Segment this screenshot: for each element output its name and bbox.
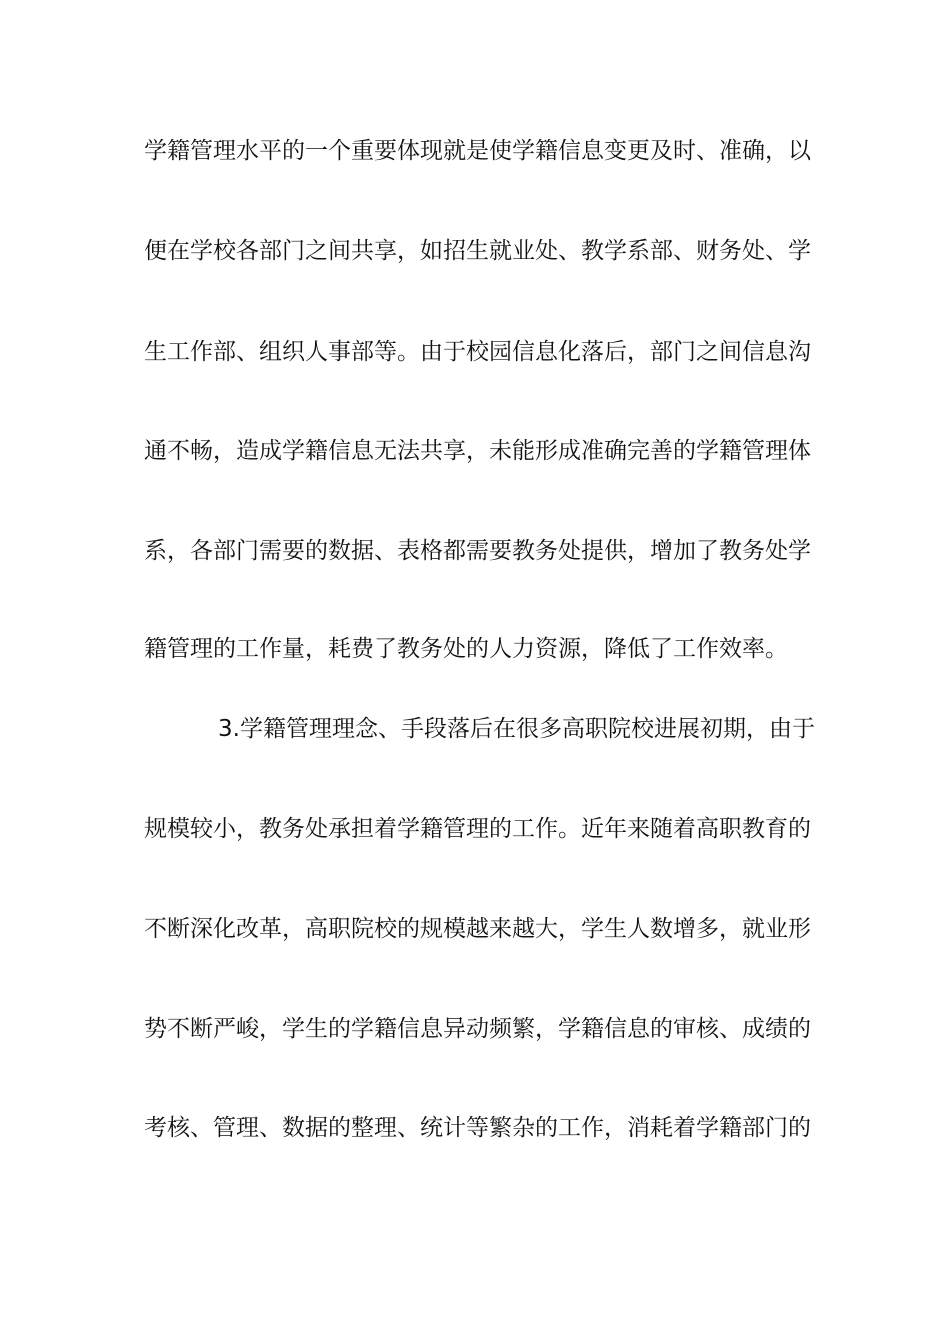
text-line-9: 不断深化改革，高职院校的规模越来越大，学生人数增多，就业形	[144, 916, 811, 942]
text-line-4: 通不畅，造成学籍信息无法共享，未能形成准确完善的学籍管理体	[144, 438, 811, 464]
text-line-6: 籍管理的工作量，耗费了教务处的人力资源，降低了工作效率。	[144, 636, 788, 662]
text-line-11: 考核、管理、数据的整理、统计等繁杂的工作，消耗着学籍部门的	[144, 1115, 811, 1141]
text-line-7-heading: 3.学籍管理理念、手段落后在很多高职院校进展初期，由于	[218, 716, 815, 742]
text-line-5: 系，各部门需要的数据、表格都需要教务处提供，增加了教务处学	[144, 538, 811, 564]
text-line-2: 便在学校各部门之间共享，如招生就业处、教学系部、财务处、学	[144, 238, 811, 264]
text-line-1: 学籍管理水平的一个重要体现就是使学籍信息变更及时、准确，以	[144, 138, 811, 164]
text-line-10: 势不断严峻，学生的学籍信息异动频繁，学籍信息的审核、成绩的	[144, 1016, 811, 1042]
text-line-3: 生工作部、组织人事部等。由于校园信息化落后，部门之间信息沟	[144, 339, 811, 365]
text-line-8: 规模较小，教务处承担着学籍管理的工作。近年来随着高职教育的	[144, 816, 811, 842]
